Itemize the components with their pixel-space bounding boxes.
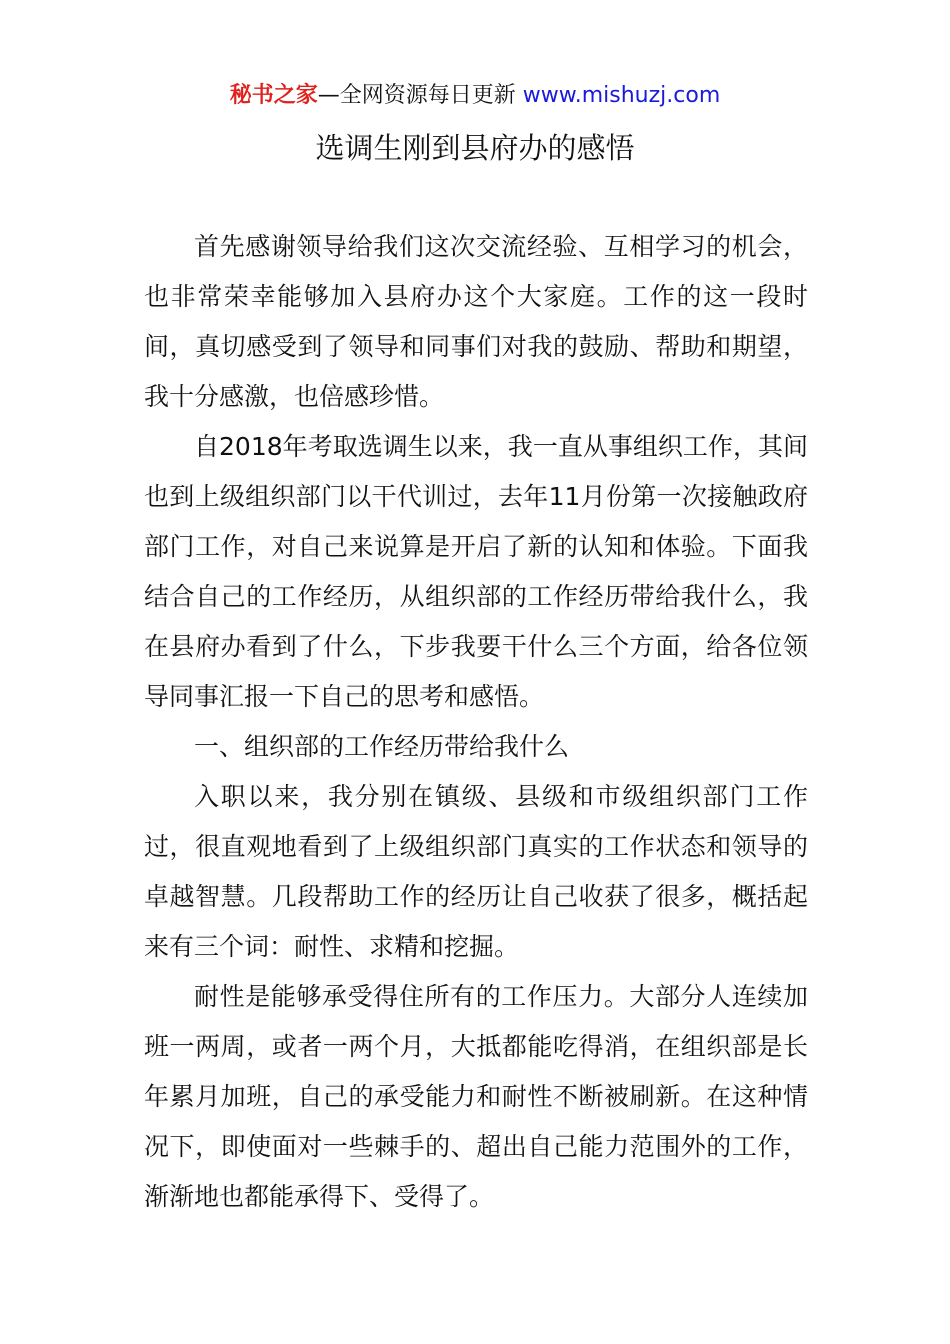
document-title: 选调生刚到县府办的感悟 <box>315 131 635 165</box>
section-heading-1: 一、组织部的工作经历带给我什么 <box>194 732 570 761</box>
paragraph-background: 自2018年考取选调生以来，我一直从事组织工作，其间也到上级组织部门以干代训过，去年11月份第一次接触政府部门工作，对自己来说算是开启了新的认知和体验。下面我结合自己的工作经历，从组织部的工作经历带给我什么，我在县府办看到了什么，下步我要干什么三个方面，给各位领导同事汇报一下自己的思考和感悟。 <box>144 432 808 711</box>
brand-name: 秘书之家 <box>229 83 318 108</box>
document-body <box>144 222 808 1222</box>
header-tagline: —全网资源每日更新 <box>317 83 523 108</box>
paragraph-experience: 入职以来，我分别在镇级、县级和市级组织部门工作过，很直观地看到了上级组织部门真实的工作状态和领导的卓越智慧。几段帮助工作的经历让自己收获了很多，概括起来有三个词：耐性、求精和挖掘。 <box>144 782 808 961</box>
paragraph-patience: 耐性是能够承受得住所有的工作压力。大部分人连续加班一两周，或者一两个月，大抵都能吃得消，在组织部是长年累月加班，自己的承受能力和耐性不断被刷新。在这种情况下，即使面对一些棘手的、超出自己能力范围外的工作，渐渐地也都能承得下、受得了。 <box>144 982 808 1211</box>
paragraph-intro: 首先感谢领导给我们这次交流经验、互相学习的机会，也非常荣幸能够加入县府办这个大家庭。工作的这一段时间，真切感受到了领导和同事们对我的鼓励、帮助和期望，我十分感激，也倍感珍惜。 <box>144 232 808 411</box>
site-url-link[interactable]: www.mishuzj.com <box>522 83 721 108</box>
site-header <box>0 80 950 112</box>
